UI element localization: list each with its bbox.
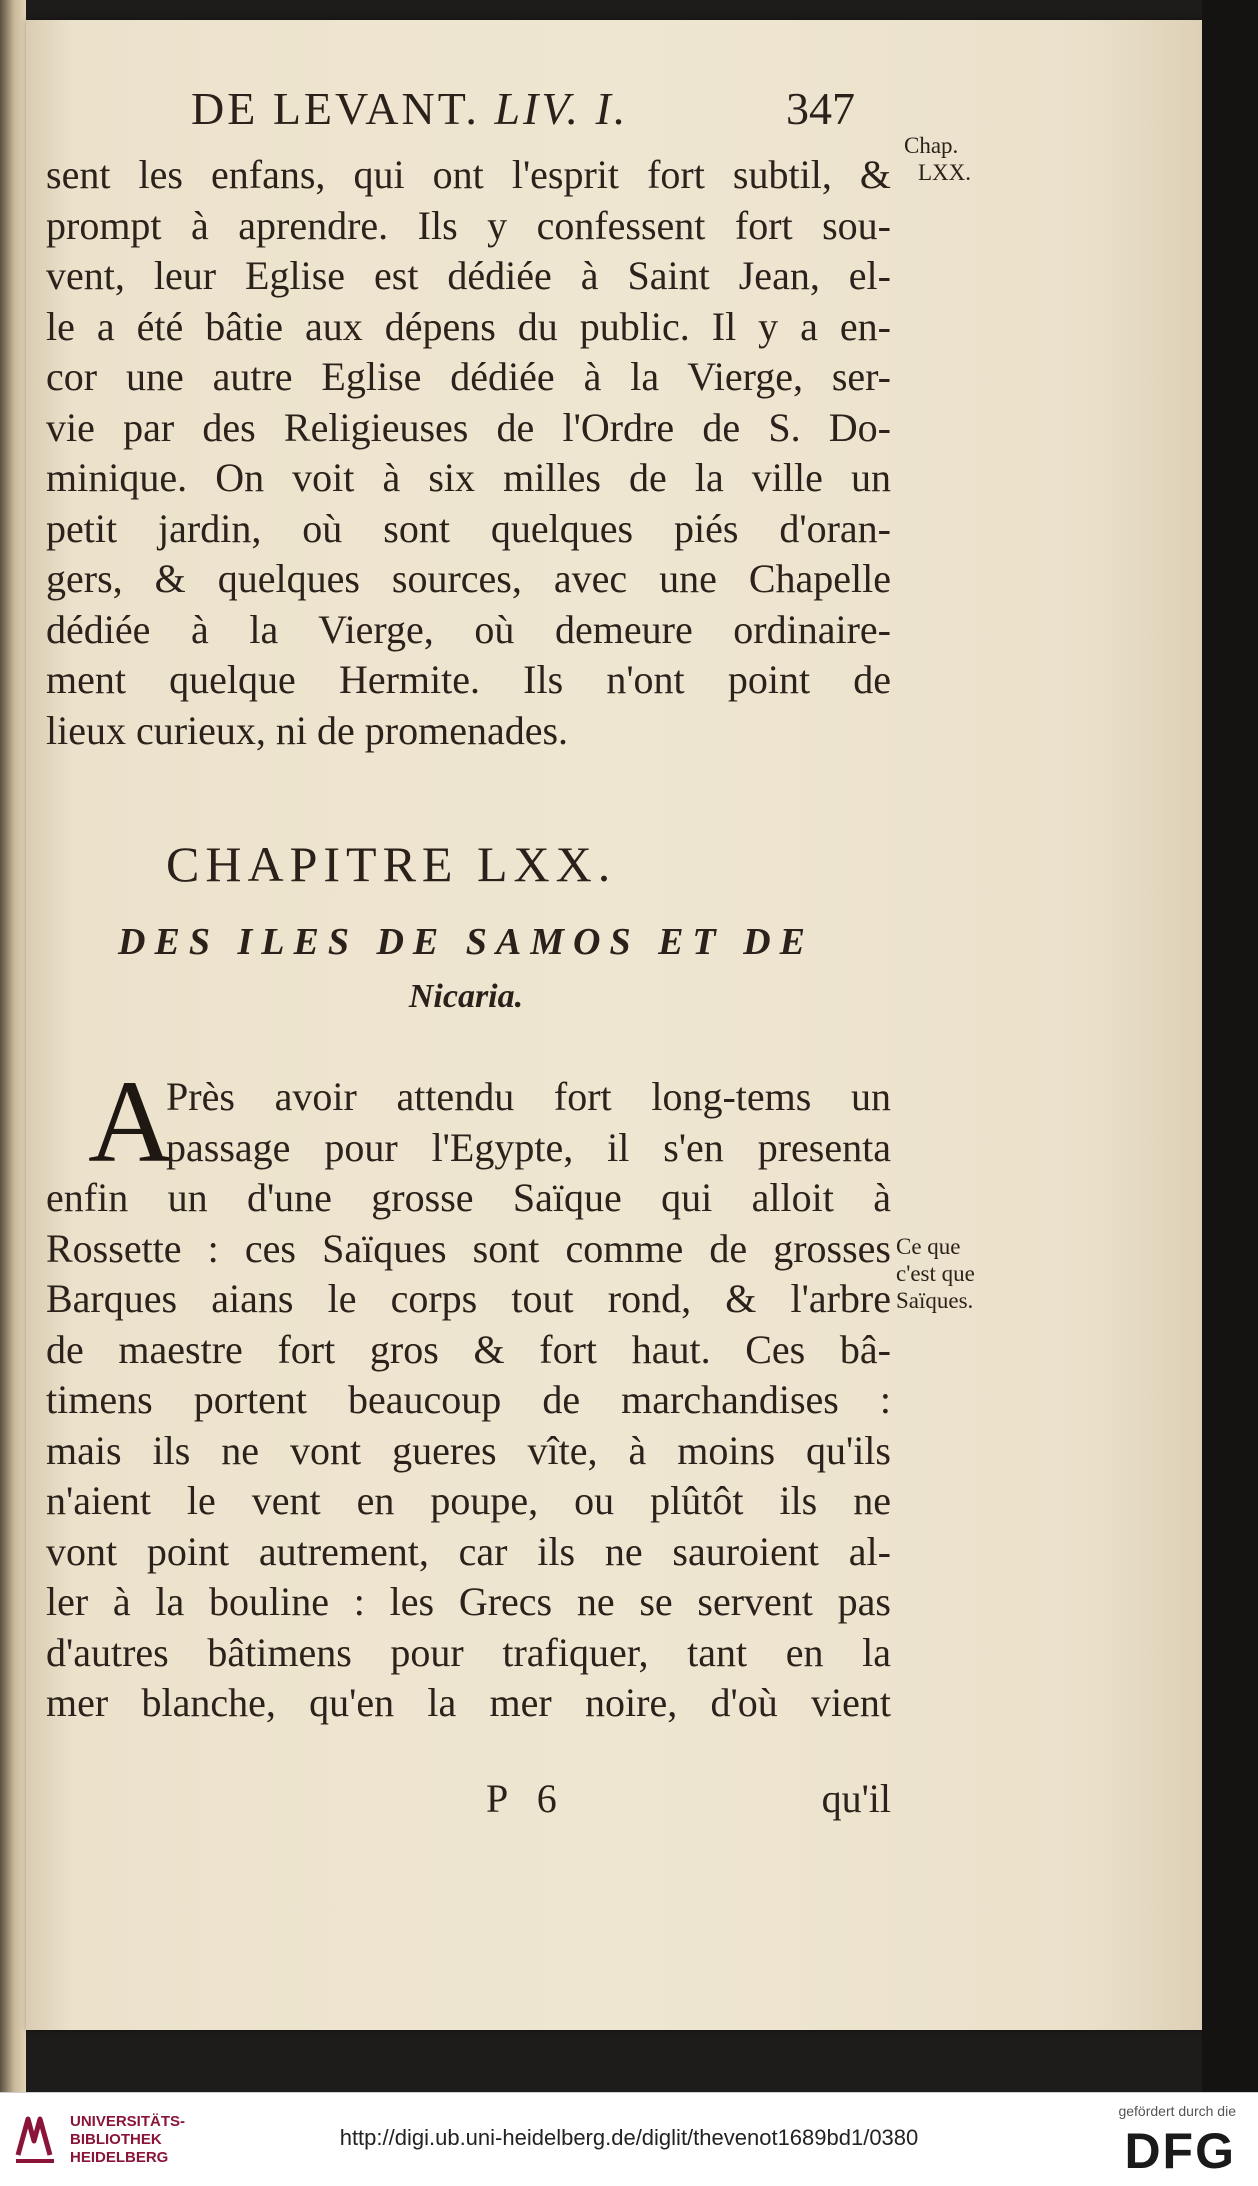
text-line: mer blanche, qu'en la mer noire, d'où vient — [46, 1680, 891, 1725]
chapter-subtitle-2: Nicaria. — [408, 978, 524, 1015]
text-line: lieux curieux, ni de promenades. — [46, 707, 569, 753]
paragraph-2-body — [46, 1173, 891, 1729]
margin-note-line-1: Ce que — [896, 1234, 961, 1259]
text-line: prompt à aprendre. Ils y confessent fort sou- — [46, 202, 891, 248]
text-line: sent les enfans, qui ont l'esprit fort subtil, & — [46, 152, 891, 197]
text-line: ment quelque Hermite. Ils n'ont point de — [46, 657, 891, 702]
library-name-line-2: BIBLIOTHEK — [70, 2131, 162, 2148]
margin-note-line-3: Saïques. — [896, 1288, 974, 1313]
text-line: d'autres bâtimens pour trafiquer, tant en la — [46, 1629, 891, 1675]
text-line: vent, leur Eglise est dédiée à Saint Jean, el- — [46, 253, 891, 298]
paragraph-2-indented — [46, 1056, 891, 1187]
margin-note-chapter — [904, 132, 971, 186]
paragraph-2 — [46, 1056, 891, 1729]
text-line: cor une autre Eglise dédiée à la Vierge, ser- — [46, 354, 891, 399]
text-line: timens portent beaucoup de marchandises : — [46, 1377, 891, 1422]
text-line: vie par des Religieuses de l'Ordre de S. Do- — [46, 404, 891, 450]
text-line: vont point autrement, car ils ne sauroient al- — [46, 1528, 891, 1574]
dfg-logo: DFG — [1124, 2123, 1236, 2179]
text-line: Près avoir attendu fort long-tems un — [166, 1074, 891, 1119]
page-number: 347 — [786, 83, 855, 134]
text-line: dédiée à la Vierge, où demeure ordinaire- — [46, 606, 891, 652]
text-line: gers, & quelques sources, avec une Chapelle — [46, 556, 891, 601]
margin-note-saiques — [896, 1233, 975, 1314]
margin-note-chap: Chap. — [904, 133, 959, 158]
text-line: mais ils ne vont gueres vîte, à moins qu'ils — [46, 1427, 891, 1473]
page-foot — [46, 1775, 891, 1825]
funding-caption: gefördert durch die — [1118, 2103, 1236, 2119]
running-head-book: LIV. I. — [494, 83, 629, 134]
text-line: n'aient le vent en poupe, ou plûtôt ils ne — [46, 1478, 891, 1523]
catchword: qu'il — [821, 1776, 891, 1821]
text-line: ler à la bouline : les Grecs ne se servent pas — [46, 1579, 891, 1624]
drop-cap: A — [88, 1056, 174, 1187]
paragraph-1 — [46, 150, 891, 756]
permalink-url[interactable]: http://digi.ub.uni-heidelberg.de/diglit/thevenot1689bd1/0380 — [339, 2125, 919, 2150]
previous-page-edge — [0, 0, 26, 2092]
running-head — [191, 82, 628, 135]
text-line: Barques aians le corps tout rond, & l'arbre — [46, 1276, 891, 1321]
text-line: le a été bâtie aux dépens du public. Il y a en- — [46, 303, 891, 349]
text-line: passage pour l'Egypte, il s'en presenta — [166, 1124, 891, 1170]
book-page — [26, 20, 1202, 2030]
viewer-footer — [0, 2092, 1258, 2186]
library-name-line-1: UNIVERSITÄTS- — [70, 2113, 186, 2130]
text-line: de maestre fort gros & fort haut. Ces bâ- — [46, 1326, 891, 1372]
text-line: Rossette : ces Saïques sont comme de grosses — [46, 1225, 891, 1271]
text-line: petit jardin, où sont quelques piés d'oran- — [46, 505, 891, 551]
scan-background-edge — [1202, 0, 1258, 2092]
signature-mark: P 6 — [486, 1776, 567, 1821]
margin-note-chap-num: LXX. — [918, 160, 972, 185]
text-line: enfin un d'une grosse Saïque qui alloit à — [46, 1175, 891, 1220]
page-header — [26, 82, 1202, 142]
text-line: minique. On voit à six milles de la ville un — [46, 455, 891, 500]
chapter-subtitle: DES ILES DE SAMOS ET DE — [118, 921, 814, 963]
running-head-title: DE LEVANT. — [191, 83, 480, 134]
margin-note-line-2: c'est que — [896, 1261, 975, 1286]
chapter-heading: CHAPITRE LXX. — [166, 836, 617, 892]
library-name-line-3: HEIDELBERG — [70, 2149, 169, 2166]
